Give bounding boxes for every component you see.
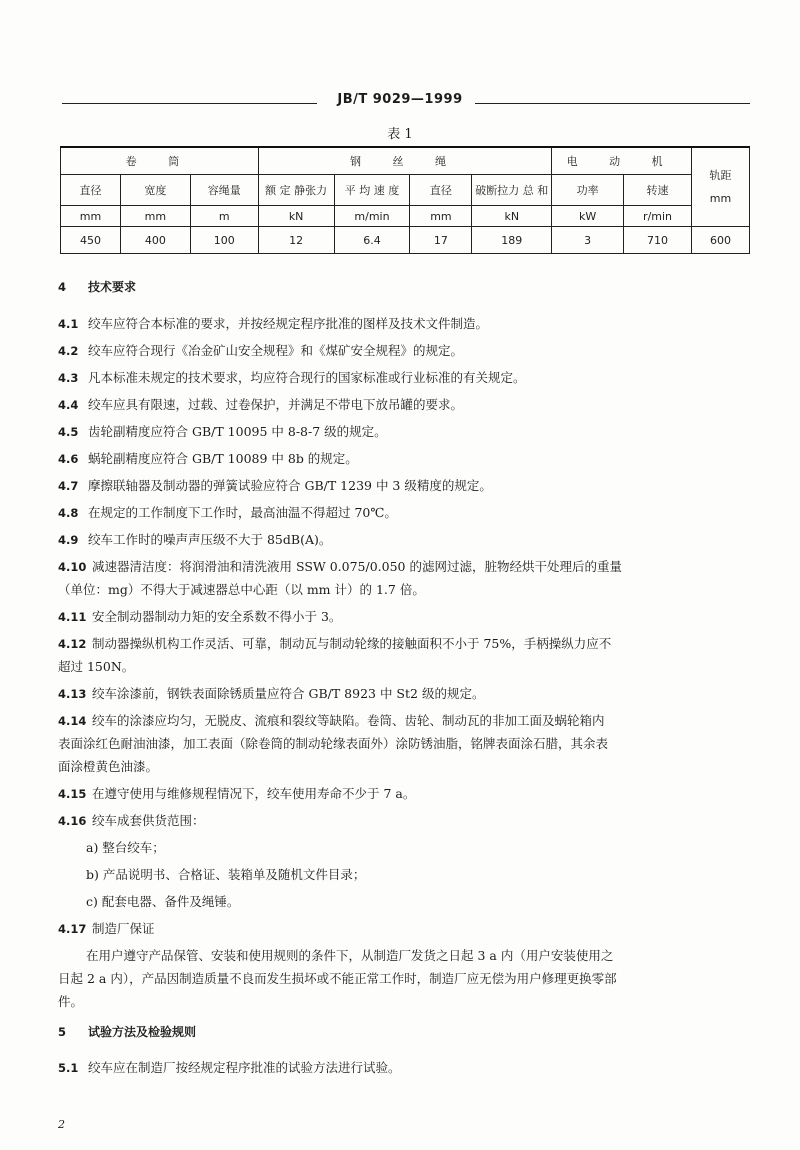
clause: 4.7 摩擦联轴器及制动器的弹簧试验应符合 GB/T 1239 中 3 级精度的规定。 <box>58 478 492 493</box>
col-rope-diameter: 直径 <box>410 175 472 206</box>
col-speed: 转速 <box>624 175 692 206</box>
section-heading: 5 试验方法及检验规则 <box>58 1025 197 1039</box>
table-cell: 189 <box>472 227 552 254</box>
clause: 4.5 齿轮副精度应符合 GB/T 10095 中 8-8-7 级的规定。 <box>58 424 387 439</box>
clause: 4.3 凡本标准未规定的技术要求，均应符合现行的国家标准或行业标准的有关规定。 <box>58 370 526 385</box>
group-rope: 钢 丝 绳 <box>258 147 552 175</box>
clause: 4.11 安全制动器制动力矩的安全系数不得小于 3。 <box>58 609 342 624</box>
unit-capacity: m <box>190 206 258 227</box>
group-track: 轨距 mm <box>692 147 750 227</box>
standard-number: JB/T 9029—1999 <box>337 92 463 107</box>
list-item: c) 配套电器、备件及绳锤。 <box>86 894 240 909</box>
col-drum-width: 宽度 <box>120 175 190 206</box>
unit-rated-tension: kN <box>258 206 334 227</box>
group-motor: 电 动 机 <box>552 147 692 175</box>
table-cell: 12 <box>258 227 334 254</box>
unit-avg-speed: m/min <box>334 206 410 227</box>
table-cell: 600 <box>692 227 750 254</box>
table-cell: 17 <box>410 227 472 254</box>
clause-continued: 表面涂红色耐油油漆，加工表面（除卷筒的制动轮缘表面外）涂防锈油脂，铭牌表面涂石腊，其余表 <box>58 736 609 751</box>
table-title: 表 1 <box>387 127 413 142</box>
list-item: a) 整台绞车； <box>86 840 165 855</box>
unit-power: kW <box>552 206 624 227</box>
page-header <box>0 92 800 112</box>
clause: 4.1 绞车应符合本标准的要求，并按经规定程序批准的图样及技术文件制造。 <box>58 316 489 331</box>
clause: 4.9 绞车工作时的噪声声压级不大于 85dB(A)。 <box>58 532 332 547</box>
clause: 4.12 制动器操纵机构工作灵活、可靠，制动瓦与制动轮缘的接触面积不小于 75%，手柄操纵力应不 <box>58 636 612 651</box>
col-rated-tension: 额 定 静张力 <box>258 175 334 206</box>
clause-continued: 面涂橙黄色油漆。 <box>58 759 159 774</box>
table-cell: 450 <box>61 227 121 254</box>
paragraph-line: 件。 <box>58 994 84 1009</box>
header-rule-right <box>475 103 750 104</box>
paragraph-line: 在用户遵守产品保管、安装和使用规则的条件下，从制造厂发货之日起 3 a 内（用户安装使用之 <box>86 948 614 963</box>
table-cell: 6.4 <box>334 227 410 254</box>
table-cell: 710 <box>624 227 692 254</box>
col-capacity: 容绳量 <box>190 175 258 206</box>
table-cell: 3 <box>552 227 624 254</box>
table-cell: 400 <box>120 227 190 254</box>
clause: 4.15 在遵守使用与维修规程情况下，绞车使用寿命不少于 7 a。 <box>58 786 416 801</box>
col-power: 功率 <box>552 175 624 206</box>
page-number: 2 <box>58 1118 65 1131</box>
col-drum-diameter: 直径 <box>61 175 121 206</box>
clause-continued: （单位：mg）不得大于减速器总中心距（以 mm 计）的 1.7 倍。 <box>58 582 425 597</box>
table-cell: 100 <box>190 227 258 254</box>
clause: 4.14 绞车的涂漆应均匀，无脱皮、流痕和裂纹等缺陷。卷筒、齿轮、制动瓦的非加工面及蜗轮箱内 <box>58 713 605 728</box>
unit-breaking-force: kN <box>472 206 552 227</box>
col-breaking-force: 破断拉力 总 和 <box>472 175 552 206</box>
clause: 4.6 蜗轮副精度应符合 GB/T 10089 中 8b 的规定。 <box>58 451 358 466</box>
clause: 4.17 制造厂保证 <box>58 921 155 936</box>
clause: 4.2 绞车应符合现行《冶金矿山安全规程》和《煤矿安全规程》的规定。 <box>58 343 464 358</box>
clause-continued: 超过 150N。 <box>58 659 135 674</box>
unit-drum-diameter: mm <box>61 206 121 227</box>
clause: 4.13 绞车涂漆前，钢铁表面除锈质量应符合 GB/T 8923 中 St2 级的规定。 <box>58 686 485 701</box>
clause: 4.8 在规定的工作制度下工作时，最高油温不得超过 70℃。 <box>58 505 397 520</box>
spec-table <box>60 146 750 254</box>
unit-speed: r/min <box>624 206 692 227</box>
clause: 4.10 减速器清洁度：将润滑油和清洗液用 SSW 0.075/0.050 的滤网过滤，脏物经烘干处理后的重量 <box>58 559 622 574</box>
header-rule-left <box>62 103 317 104</box>
unit-rope-diameter: mm <box>410 206 472 227</box>
clause: 5.1 绞车应在制造厂按经规定程序批准的试验方法进行试验。 <box>58 1060 401 1075</box>
unit-drum-width: mm <box>120 206 190 227</box>
col-avg-speed: 平 均 速 度 <box>334 175 410 206</box>
clause: 4.16 绞车成套供货范围： <box>58 813 205 828</box>
clause: 4.4 绞车应具有限速，过载、过卷保护，并满足不带电下放吊罐的要求。 <box>58 397 464 412</box>
list-item: b) 产品说明书、合格证、装箱单及随机文件目录； <box>86 867 366 882</box>
section-heading: 4 技术要求 <box>58 280 137 294</box>
paragraph-line: 日起 2 a 内），产品因制造质量不良而发生损坏或不能正常工作时，制造厂应无偿为用户修理更换零部 <box>58 971 617 986</box>
group-drum: 卷 筒 <box>61 147 259 175</box>
